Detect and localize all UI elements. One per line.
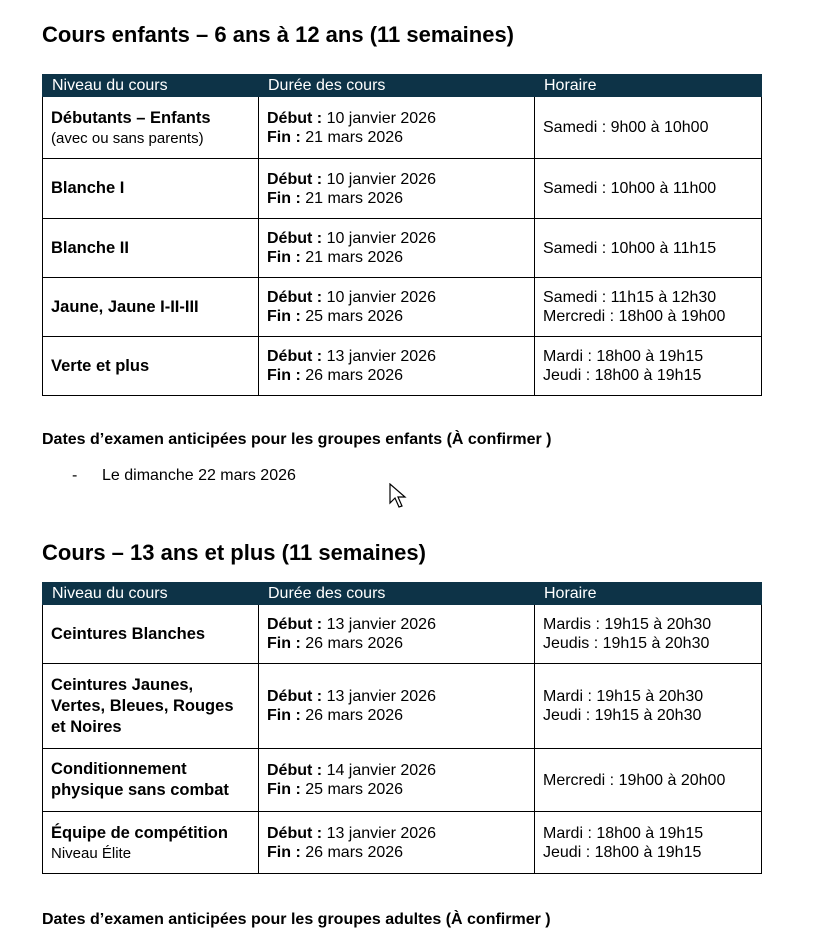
schedule-line: Mardi : 18h00 à 19h15 (543, 824, 704, 842)
end-label: Fin : (267, 843, 301, 861)
course-name: Verte et plus (51, 356, 150, 375)
end-label: Fin : (267, 367, 301, 384)
bullet-dash: - (72, 467, 78, 484)
end-label: Fin : (267, 249, 301, 266)
start-date: 13 janvier 2026 (326, 616, 436, 633)
adults-schedule-table (42, 582, 762, 874)
duration-cell (259, 337, 535, 396)
schedule-line: Mardis : 19h15 à 20h30 (543, 616, 712, 633)
schedule-line: Samedi : 10h00 à 11h00 (543, 180, 717, 197)
start-date: 13 janvier 2026 (326, 348, 436, 365)
schedule-cell (535, 219, 762, 278)
end-label: Fin : (267, 635, 301, 652)
column-header: Horaire (535, 583, 762, 605)
schedule-line: Jeudi : 19h15 à 20h30 (543, 707, 702, 724)
end-date: 26 mars 2026 (305, 843, 404, 861)
column-header: Horaire (535, 75, 762, 97)
start-date: 10 janvier 2026 (326, 109, 436, 127)
section-title-children: Cours enfants – 6 ans à 12 ans (11 semaines) (42, 22, 515, 47)
duration-cell (259, 159, 535, 219)
course-name: Blanche II (51, 238, 129, 257)
end-date: 21 mars 2026 (305, 249, 404, 266)
duration-cell (259, 664, 535, 749)
schedule-cell (535, 159, 762, 219)
column-header: Durée des cours (259, 583, 535, 605)
table-row (43, 337, 762, 396)
duration-cell (259, 97, 535, 159)
course-level-cell (43, 219, 259, 278)
table-header-row (43, 75, 762, 97)
schedule-cell (535, 97, 762, 159)
children-exam-date (72, 467, 296, 485)
start-date: 14 janvier 2026 (326, 762, 436, 779)
start-label: Début : (267, 109, 323, 127)
table-row (43, 97, 762, 159)
schedule-line: Samedi : 11h15 à 12h30 (543, 289, 717, 306)
table-header-row (43, 583, 762, 605)
table-row (43, 278, 762, 337)
course-level-cell (43, 159, 259, 219)
schedule-cell (535, 337, 762, 396)
end-label: Fin : (267, 781, 301, 798)
children-schedule-table (42, 74, 762, 396)
end-label: Fin : (267, 707, 301, 724)
schedule-line: Mardi : 18h00 à 19h15 (543, 348, 704, 365)
adults-exam-heading: Dates d’examen anticipées pour les groupes adultes (À confirmer ) (42, 911, 551, 928)
schedule-line: Jeudi : 18h00 à 19h15 (543, 367, 702, 384)
table-row (43, 664, 762, 749)
end-label: Fin : (267, 128, 301, 146)
end-date: 26 mars 2026 (305, 707, 404, 724)
table-row (43, 219, 762, 278)
start-label: Début : (267, 762, 323, 779)
schedule-line: Mercredi : 19h00 à 20h00 (543, 771, 726, 789)
table-row (43, 605, 762, 664)
start-date: 13 janvier 2026 (326, 688, 436, 705)
course-name: Équipe de compétition (51, 823, 228, 842)
course-level-cell (43, 664, 259, 749)
course-level-cell (43, 337, 259, 396)
start-label: Début : (267, 170, 323, 188)
start-label: Début : (267, 348, 323, 365)
course-name: Débutants – Enfants (51, 108, 211, 127)
course-level-cell (43, 605, 259, 664)
duration-cell (259, 812, 535, 874)
duration-cell (259, 278, 535, 337)
end-date: 26 mars 2026 (305, 367, 404, 384)
table-row (43, 749, 762, 812)
course-name: Blanche I (51, 179, 125, 197)
course-level-cell (43, 97, 259, 159)
start-label: Début : (267, 688, 323, 705)
end-label: Fin : (267, 189, 301, 207)
schedule-cell (535, 749, 762, 812)
column-header: Niveau du cours (43, 583, 259, 605)
duration-cell (259, 605, 535, 664)
column-header: Durée des cours (259, 75, 535, 97)
course-note: (avec ou sans parents) (51, 129, 204, 147)
course-level-cell (43, 812, 259, 874)
schedule-line: Jeudis : 19h15 à 20h30 (543, 635, 710, 652)
table-row (43, 159, 762, 219)
course-name: Ceintures Blanches (51, 624, 206, 643)
schedule-cell (535, 605, 762, 664)
course-level-cell (43, 278, 259, 337)
course-note: Niveau Élite (51, 844, 132, 862)
mouse-cursor-icon (389, 483, 409, 511)
start-date: 10 janvier 2026 (326, 230, 436, 247)
schedule-line: Samedi : 10h00 à 11h15 (543, 239, 717, 257)
schedule-line: Mercredi : 18h00 à 19h00 (543, 308, 726, 325)
end-date: 21 mars 2026 (305, 128, 404, 146)
end-date: 26 mars 2026 (305, 635, 404, 652)
end-date: 21 mars 2026 (305, 189, 404, 207)
end-label: Fin : (267, 308, 301, 325)
start-label: Début : (267, 230, 323, 247)
start-date: 10 janvier 2026 (326, 289, 436, 306)
schedule-line: Samedi : 9h00 à 10h00 (543, 119, 709, 136)
end-date: 25 mars 2026 (305, 308, 404, 325)
start-date: 13 janvier 2026 (326, 824, 436, 842)
children-exam-heading: Dates d’examen anticipées pour les groupes enfants (À confirmer ) (42, 431, 552, 448)
exam-date-text: Le dimanche 22 mars 2026 (102, 467, 296, 484)
course-level-cell (43, 749, 259, 812)
end-date: 25 mars 2026 (305, 781, 404, 798)
start-label: Début : (267, 824, 323, 842)
start-label: Début : (267, 616, 323, 633)
schedule-cell (535, 812, 762, 874)
duration-cell (259, 749, 535, 812)
start-date: 10 janvier 2026 (326, 170, 436, 188)
schedule-cell (535, 664, 762, 749)
schedule-line: Mardi : 19h15 à 20h30 (543, 688, 704, 705)
course-name: Jaune, Jaune I-II-III (51, 297, 199, 316)
course-name: Ceintures Jaunes, Vertes, Bleues, Rouges et Noires (51, 675, 234, 736)
column-header: Niveau du cours (43, 75, 259, 97)
start-label: Début : (267, 289, 323, 306)
section-title-teens-adults: Cours – 13 ans et plus (11 semaines) (42, 540, 426, 565)
course-name: Conditionnement physique sans combat (51, 760, 229, 799)
table-row (43, 812, 762, 874)
duration-cell (259, 219, 535, 278)
schedule-cell (535, 278, 762, 337)
schedule-line: Jeudi : 18h00 à 19h15 (543, 843, 702, 861)
